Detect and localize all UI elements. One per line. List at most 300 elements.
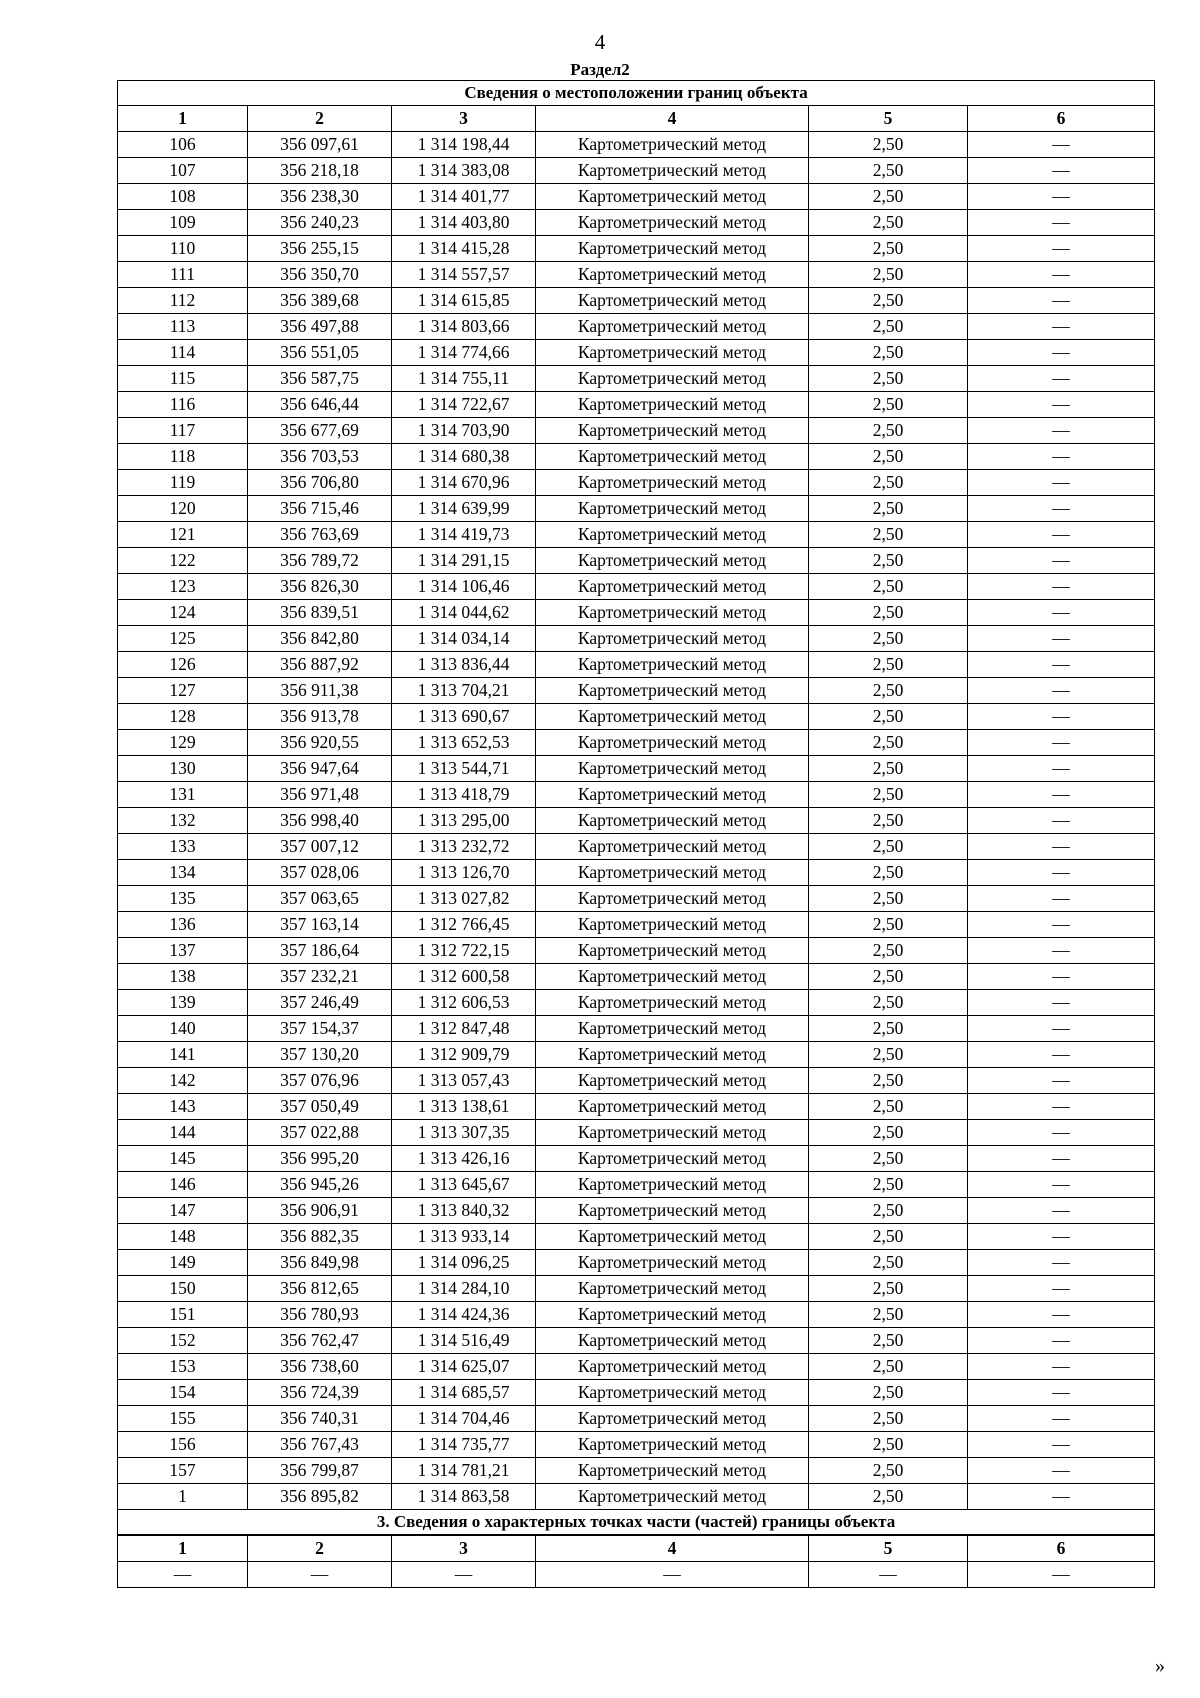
table-cell: 2,50 [809, 288, 968, 314]
table-cell: 1 314 625,07 [392, 1354, 536, 1380]
table-cell: 2,50 [809, 834, 968, 860]
table-cell: — [536, 1562, 809, 1588]
table-cell: 2,50 [809, 444, 968, 470]
table-row [118, 626, 1155, 652]
table-cell: 356 812,65 [248, 1276, 392, 1302]
table-cell: Картометрический метод [536, 496, 809, 522]
table-cell: Картометрический метод [536, 1172, 809, 1198]
table-cell: 2,50 [809, 1406, 968, 1432]
table-row [118, 1250, 1155, 1276]
table-cell: 357 130,20 [248, 1042, 392, 1068]
table-cell: Картометрический метод [536, 132, 809, 158]
table-cell: 1 314 403,80 [392, 210, 536, 236]
table-cell: — [968, 1562, 1155, 1588]
table-cell: 1 313 295,00 [392, 808, 536, 834]
table-cell: — [968, 418, 1155, 444]
table-cell: 2,50 [809, 730, 968, 756]
table-cell: 125 [118, 626, 248, 652]
table-cell: 1 314 639,99 [392, 496, 536, 522]
table-cell: 2,50 [809, 158, 968, 184]
table-cell: 106 [118, 132, 248, 158]
table-cell: 2,50 [809, 470, 968, 496]
table-cell: 149 [118, 1250, 248, 1276]
table-cell: 2,50 [809, 756, 968, 782]
table-row [118, 1484, 1155, 1510]
table-row [118, 366, 1155, 392]
table-cell: Картометрический метод [536, 548, 809, 574]
table-cell: Картометрический метод [536, 1328, 809, 1354]
table-cell: 146 [118, 1172, 248, 1198]
table-cell: — [392, 1562, 536, 1588]
table-cell: 1 [118, 1484, 248, 1510]
table-row [118, 1094, 1155, 1120]
table-cell: 138 [118, 964, 248, 990]
table-row [118, 730, 1155, 756]
table-cell: 1 314 670,96 [392, 470, 536, 496]
table-cell: 2,50 [809, 808, 968, 834]
table-cell: Картометрический метод [536, 444, 809, 470]
table-row [118, 782, 1155, 808]
table-cell: 114 [118, 340, 248, 366]
table-cell: 356 497,88 [248, 314, 392, 340]
table-cell: 356 780,93 [248, 1302, 392, 1328]
table-cell: 155 [118, 1406, 248, 1432]
table-row [118, 756, 1155, 782]
table-cell: 357 063,65 [248, 886, 392, 912]
table-cell: — [968, 210, 1155, 236]
table-cell: 127 [118, 678, 248, 704]
table-cell: 356 740,31 [248, 1406, 392, 1432]
table-cell: 1 312 909,79 [392, 1042, 536, 1068]
table-cell: 2,50 [809, 1432, 968, 1458]
table-cell: 132 [118, 808, 248, 834]
table-cell: 157 [118, 1458, 248, 1484]
table-cell: 2,50 [809, 1068, 968, 1094]
table-cell: 119 [118, 470, 248, 496]
table-cell: — [968, 1250, 1155, 1276]
table-cell: 153 [118, 1354, 248, 1380]
table-cell: Картометрический метод [536, 1120, 809, 1146]
table-cell: — [968, 600, 1155, 626]
table-cell: 1 314 680,38 [392, 444, 536, 470]
table-cell: Картометрический метод [536, 1276, 809, 1302]
page-number: 4 [594, 30, 606, 54]
table-cell: Картометрический метод [536, 678, 809, 704]
table-cell: 356 849,98 [248, 1250, 392, 1276]
table-cell: 356 646,44 [248, 392, 392, 418]
table-cell: — [968, 1354, 1155, 1380]
table-cell: 357 022,88 [248, 1120, 392, 1146]
table-row [118, 418, 1155, 444]
table-cell: 356 913,78 [248, 704, 392, 730]
table-row [118, 1120, 1155, 1146]
table-row [118, 314, 1155, 340]
table-cell: — [968, 470, 1155, 496]
table-cell: — [968, 496, 1155, 522]
table-row [118, 678, 1155, 704]
table-cell: 356 839,51 [248, 600, 392, 626]
table-cell: 1 313 544,71 [392, 756, 536, 782]
table-row [118, 704, 1155, 730]
table-cell: 1 313 426,16 [392, 1146, 536, 1172]
table-cell: 1 314 781,21 [392, 1458, 536, 1484]
table-cell: 356 826,30 [248, 574, 392, 600]
table-cell: 356 763,69 [248, 522, 392, 548]
table-row [118, 1302, 1155, 1328]
table-cell: 1 312 722,15 [392, 938, 536, 964]
table-cell: 356 895,82 [248, 1484, 392, 1510]
column-header: 5 [809, 1535, 968, 1562]
table-cell: 1 312 847,48 [392, 1016, 536, 1042]
section-heading: Раздел2 [570, 60, 630, 79]
table-cell: Картометрический метод [536, 652, 809, 678]
table-row [118, 262, 1155, 288]
table-cell: 1 314 774,66 [392, 340, 536, 366]
table-cell: Картометрический метод [536, 808, 809, 834]
table-cell: 356 842,80 [248, 626, 392, 652]
table-cell: Картометрический метод [536, 1042, 809, 1068]
table-row [118, 860, 1155, 886]
table-title-row [118, 1510, 1155, 1536]
table-cell: — [968, 1484, 1155, 1510]
table-cell: 2,50 [809, 184, 968, 210]
table-cell: — [968, 1406, 1155, 1432]
column-header: 1 [118, 106, 248, 132]
table-cell: Картометрический метод [536, 912, 809, 938]
table-cell: 2,50 [809, 1276, 968, 1302]
table-row [118, 522, 1155, 548]
table-row [118, 834, 1155, 860]
table-cell: 356 350,70 [248, 262, 392, 288]
table-cell: 107 [118, 158, 248, 184]
table-cell: 136 [118, 912, 248, 938]
table-cell: 2,50 [809, 132, 968, 158]
table-cell: — [968, 1094, 1155, 1120]
table-cell: 356 767,43 [248, 1432, 392, 1458]
table-row [118, 210, 1155, 236]
table-cell: — [968, 730, 1155, 756]
table-cell: — [968, 912, 1155, 938]
table-cell: 1 314 044,62 [392, 600, 536, 626]
table-cell: 121 [118, 522, 248, 548]
table-cell: — [968, 704, 1155, 730]
table-cell: Картометрический метод [536, 522, 809, 548]
table-cell: 151 [118, 1302, 248, 1328]
table-cell: 116 [118, 392, 248, 418]
table-row [118, 938, 1155, 964]
boundary-coordinates-table [117, 80, 1155, 1588]
table-cell: 2,50 [809, 652, 968, 678]
table-cell: 356 587,75 [248, 366, 392, 392]
table-cell: 357 246,49 [248, 990, 392, 1016]
table-cell: Картометрический метод [536, 366, 809, 392]
table-cell: — [968, 938, 1155, 964]
table-cell: — [968, 782, 1155, 808]
table-row [118, 1224, 1155, 1250]
table-cell: Картометрический метод [536, 782, 809, 808]
table-body [118, 81, 1155, 1588]
table-cell: 1 313 138,61 [392, 1094, 536, 1120]
table-cell: 356 703,53 [248, 444, 392, 470]
table-cell: — [968, 1302, 1155, 1328]
table-cell: — [968, 1432, 1155, 1458]
table-cell: 2,50 [809, 626, 968, 652]
table-cell: Картометрический метод [536, 1458, 809, 1484]
table-cell: 2,50 [809, 1484, 968, 1510]
column-header: 1 [118, 1535, 248, 1562]
table-cell: 356 882,35 [248, 1224, 392, 1250]
table-cell: 2,50 [809, 1328, 968, 1354]
table-cell: 357 076,96 [248, 1068, 392, 1094]
table-cell: Картометрический метод [536, 392, 809, 418]
table-cell: — [968, 340, 1155, 366]
table-cell: — [809, 1562, 968, 1588]
table-cell: 2,50 [809, 1016, 968, 1042]
table-cell: 137 [118, 938, 248, 964]
table-cell: 2,50 [809, 1354, 968, 1380]
table-cell: — [968, 1068, 1155, 1094]
table-cell: 356 706,80 [248, 470, 392, 496]
table-cell: — [968, 964, 1155, 990]
table-cell: Картометрический метод [536, 626, 809, 652]
table-cell: — [968, 158, 1155, 184]
table-row [118, 496, 1155, 522]
table-cell: 2,50 [809, 860, 968, 886]
table-cell: — [968, 808, 1155, 834]
table-row [118, 392, 1155, 418]
table-cell: 2,50 [809, 210, 968, 236]
table-cell: 357 154,37 [248, 1016, 392, 1042]
column-header: 6 [968, 1535, 1155, 1562]
table-cell: Картометрический метод [536, 236, 809, 262]
table-cell: 357 163,14 [248, 912, 392, 938]
table-row [118, 652, 1155, 678]
table-cell: 356 789,72 [248, 548, 392, 574]
table-cell: 2,50 [809, 600, 968, 626]
table-row [118, 444, 1155, 470]
table-cell: Картометрический метод [536, 1068, 809, 1094]
table-cell: 356 677,69 [248, 418, 392, 444]
table-cell: Картометрический метод [536, 834, 809, 860]
table-cell: Картометрический метод [536, 574, 809, 600]
table-cell: 356 971,48 [248, 782, 392, 808]
table-title: 3. Сведения о характерных точках части (частей) границы объекта [118, 1510, 1155, 1536]
table-cell: 1 314 106,46 [392, 574, 536, 600]
table-cell: 115 [118, 366, 248, 392]
table-cell: — [118, 1562, 248, 1588]
table-cell: — [968, 886, 1155, 912]
table-cell: 2,50 [809, 314, 968, 340]
table-cell: 110 [118, 236, 248, 262]
table-cell: 133 [118, 834, 248, 860]
table-header-row [118, 1535, 1155, 1562]
table-cell: Картометрический метод [536, 1432, 809, 1458]
table-cell: Картометрический метод [536, 210, 809, 236]
table-cell: 108 [118, 184, 248, 210]
table-cell: 1 314 615,85 [392, 288, 536, 314]
table-cell: 356 995,20 [248, 1146, 392, 1172]
table-cell: Картометрический метод [536, 1484, 809, 1510]
table-cell: 356 715,46 [248, 496, 392, 522]
table-cell: 356 911,38 [248, 678, 392, 704]
table-cell: — [968, 1276, 1155, 1302]
table-cell: 1 314 803,66 [392, 314, 536, 340]
table-cell: 1 314 557,57 [392, 262, 536, 288]
table-cell: 2,50 [809, 964, 968, 990]
table-cell: 150 [118, 1276, 248, 1302]
table-cell: 2,50 [809, 912, 968, 938]
table-cell: 2,50 [809, 782, 968, 808]
table-cell: — [968, 184, 1155, 210]
table-cell: 1 314 703,90 [392, 418, 536, 444]
table-cell: — [968, 392, 1155, 418]
table-cell: 2,50 [809, 886, 968, 912]
table-cell: 2,50 [809, 548, 968, 574]
table-cell: — [968, 1224, 1155, 1250]
table-cell: 2,50 [809, 366, 968, 392]
column-header: 2 [248, 106, 392, 132]
table-cell: 140 [118, 1016, 248, 1042]
table-cell: 356 551,05 [248, 340, 392, 366]
table-cell: 356 255,15 [248, 236, 392, 262]
table-row [118, 1276, 1155, 1302]
column-header: 5 [809, 106, 968, 132]
table-cell: — [248, 1562, 392, 1588]
table-cell: Картометрический метод [536, 1146, 809, 1172]
table-cell: 156 [118, 1432, 248, 1458]
table-cell: — [968, 1198, 1155, 1224]
table-cell: — [968, 626, 1155, 652]
table-cell: 139 [118, 990, 248, 1016]
table-cell: 2,50 [809, 496, 968, 522]
table-cell: 356 218,18 [248, 158, 392, 184]
column-header: 2 [248, 1535, 392, 1562]
table-cell: 356 887,92 [248, 652, 392, 678]
column-header: 3 [392, 1535, 536, 1562]
table-cell: 1 313 232,72 [392, 834, 536, 860]
table-row [118, 964, 1155, 990]
table-cell: 1 314 685,57 [392, 1380, 536, 1406]
table-cell: 2,50 [809, 704, 968, 730]
table-title: Сведения о местоположении границ объекта [118, 81, 1155, 106]
table-cell: 152 [118, 1328, 248, 1354]
table-cell: 356 998,40 [248, 808, 392, 834]
table-cell: 357 232,21 [248, 964, 392, 990]
table-cell: 356 920,55 [248, 730, 392, 756]
table-cell: — [968, 1146, 1155, 1172]
table-cell: 356 238,30 [248, 184, 392, 210]
table-cell: — [968, 860, 1155, 886]
table-cell: 356 906,91 [248, 1198, 392, 1224]
table-row [118, 1042, 1155, 1068]
table-cell: 1 314 415,28 [392, 236, 536, 262]
column-header: 4 [536, 1535, 809, 1562]
table-row [118, 1172, 1155, 1198]
table-row [118, 1068, 1155, 1094]
table-row [118, 808, 1155, 834]
table-cell: — [968, 1120, 1155, 1146]
table-cell: Картометрический метод [536, 262, 809, 288]
table-cell: Картометрический метод [536, 184, 809, 210]
table-cell: 356 799,87 [248, 1458, 392, 1484]
table-cell: 120 [118, 496, 248, 522]
table-cell: 123 [118, 574, 248, 600]
table-cell: Картометрический метод [536, 1250, 809, 1276]
table-cell: 109 [118, 210, 248, 236]
table-cell: 2,50 [809, 1198, 968, 1224]
table-cell: Картометрический метод [536, 1094, 809, 1120]
column-header: 4 [536, 106, 809, 132]
table-cell: Картометрический метод [536, 730, 809, 756]
table-cell: 154 [118, 1380, 248, 1406]
table-row [118, 1562, 1155, 1588]
table-cell: 356 724,39 [248, 1380, 392, 1406]
table-cell: 1 314 722,67 [392, 392, 536, 418]
table-cell: Картометрический метод [536, 288, 809, 314]
table-cell: 357 007,12 [248, 834, 392, 860]
table-cell: 142 [118, 1068, 248, 1094]
table-cell: 1 312 600,58 [392, 964, 536, 990]
table-cell: 2,50 [809, 990, 968, 1016]
table-cell: Картометрический метод [536, 860, 809, 886]
table-row [118, 548, 1155, 574]
table-cell: Картометрический метод [536, 340, 809, 366]
table-cell: 2,50 [809, 340, 968, 366]
table-cell: 2,50 [809, 1250, 968, 1276]
table-cell: 118 [118, 444, 248, 470]
table-cell: 1 313 704,21 [392, 678, 536, 704]
table-cell: — [968, 1458, 1155, 1484]
table-cell: — [968, 236, 1155, 262]
table-cell: 113 [118, 314, 248, 340]
table-cell: 134 [118, 860, 248, 886]
table-row [118, 1198, 1155, 1224]
table-cell: 131 [118, 782, 248, 808]
column-header: 3 [392, 106, 536, 132]
table-cell: 126 [118, 652, 248, 678]
table-cell: Картометрический метод [536, 1224, 809, 1250]
table-cell: 2,50 [809, 1042, 968, 1068]
table-cell: 1 312 606,53 [392, 990, 536, 1016]
table-cell: 1 314 424,36 [392, 1302, 536, 1328]
table-cell: 1 313 645,67 [392, 1172, 536, 1198]
table-cell: 1 313 652,53 [392, 730, 536, 756]
table-row [118, 132, 1155, 158]
table-cell: 144 [118, 1120, 248, 1146]
table-cell: 130 [118, 756, 248, 782]
table-cell: 124 [118, 600, 248, 626]
table-cell: — [968, 522, 1155, 548]
table-cell: 2,50 [809, 236, 968, 262]
table-cell: 2,50 [809, 574, 968, 600]
table-cell: 1 314 516,49 [392, 1328, 536, 1354]
table-cell: Картометрический метод [536, 470, 809, 496]
table-cell: 1 313 307,35 [392, 1120, 536, 1146]
table-cell: 356 389,68 [248, 288, 392, 314]
table-cell: 357 050,49 [248, 1094, 392, 1120]
table-row [118, 340, 1155, 366]
table-cell: Картометрический метод [536, 756, 809, 782]
table-row [118, 886, 1155, 912]
table-cell: Картометрический метод [536, 704, 809, 730]
table-cell: 112 [118, 288, 248, 314]
table-cell: 1 314 284,10 [392, 1276, 536, 1302]
table-cell: Картометрический метод [536, 1380, 809, 1406]
table-cell: 148 [118, 1224, 248, 1250]
table-cell: 356 097,61 [248, 132, 392, 158]
table-row [118, 1354, 1155, 1380]
table-cell: — [968, 1328, 1155, 1354]
